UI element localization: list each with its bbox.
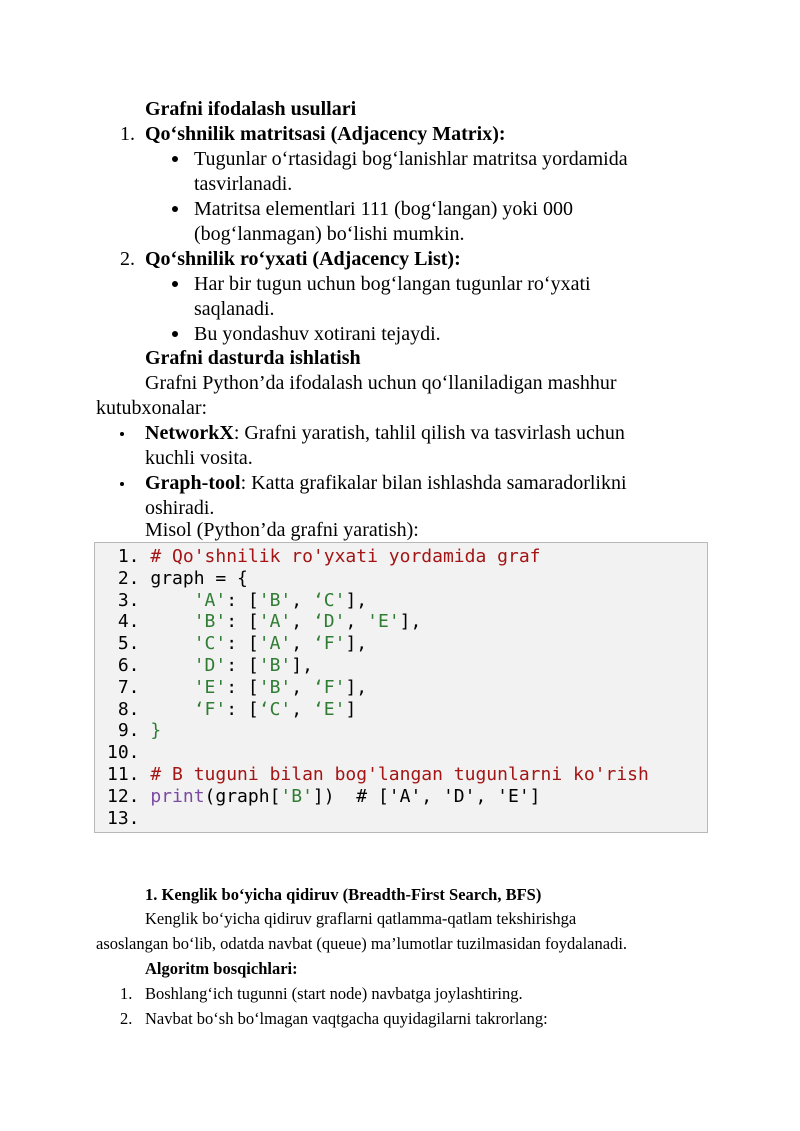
code-line [107, 546, 541, 568]
bullet-text: Bu yondashuv xotirani tejaydi. [194, 323, 441, 345]
list-item-title: Qo‘shnilik ro‘yxati (Adjacency List): [145, 248, 461, 270]
code-token: 'A' [193, 589, 227, 611]
code-token: 'C' [193, 633, 227, 655]
code-token [150, 633, 193, 654]
code-token: 'B' [258, 676, 292, 698]
library-item: NetworkX: Grafni yaratish, tahlil qilish va tasvirlash uchun [145, 422, 625, 444]
code-line-number: 2. [107, 567, 151, 589]
code-line [107, 611, 421, 633]
code-line-number: 6. [107, 655, 151, 676]
section-heading-bfs: 1. Kenglik bo‘yicha qidiruv (Breadth-First Search, BFS) [145, 885, 542, 904]
code-token: , [345, 611, 368, 633]
code-line-number: 4. [107, 611, 151, 633]
code-token: 'B' [258, 655, 292, 676]
code-line-number: 10. [107, 742, 151, 764]
code-token: } [150, 720, 162, 742]
code-line [107, 655, 313, 677]
code-line [107, 720, 161, 742]
bullet-text: Matritsa elementlari 111 (bog‘langan) yoki 000 [194, 198, 573, 220]
code-token: print [150, 785, 205, 807]
code-token [150, 699, 193, 720]
code-token: # Qo'shnilik ro'yxati yordamida graf [150, 546, 541, 567]
code-line [107, 568, 248, 590]
code-line [107, 677, 367, 699]
section-heading-representation: Grafni ifodalash usullari [145, 98, 357, 120]
code-line-number: 3. [107, 589, 151, 611]
bullet-text: (bog‘lanmagan) bo‘lishi mumkin. [194, 223, 465, 245]
library-item-cont: kuchli vosita. [145, 447, 253, 469]
bullet-text: saqlanadi. [194, 298, 275, 320]
code-token: ‘E' [312, 698, 346, 720]
bullet-icon [172, 281, 178, 287]
bullet-icon [172, 206, 178, 212]
section-heading-programming: Grafni dasturda ishlatish [145, 347, 361, 369]
code-token: , [291, 611, 313, 633]
code-token [150, 611, 193, 632]
example-label: Misol (Python’da grafni yaratish): [145, 519, 419, 541]
code-token: ‘D' [312, 611, 346, 633]
paragraph-line: Grafni Python’da ifodalash uchun qo‘llaniladigan mashhur [145, 372, 617, 394]
bullet-text: tasvirlanadi. [194, 173, 293, 195]
code-token: graph = { [150, 567, 248, 589]
code-token: ‘F' [193, 698, 227, 720]
code-token: 'D' [193, 655, 227, 676]
code-line [107, 633, 367, 655]
code-token: ‘C' [258, 698, 292, 720]
bullet-text: Tugunlar o‘rtasidagi bog‘lanishlar matritsa yordamida [194, 148, 628, 170]
bullet-icon [120, 482, 124, 486]
paragraph-line: kutubxonalar: [96, 397, 208, 419]
code-token: 'A' [258, 611, 292, 633]
code-line-number: 13. [107, 807, 151, 829]
code-token: : [ [226, 611, 259, 633]
code-token: ] [345, 698, 357, 720]
code-token: ], [345, 676, 368, 698]
list-number: 2. [120, 248, 135, 270]
code-line-number: 12. [107, 785, 151, 807]
code-line [107, 699, 356, 721]
step-text: Navbat bo‘sh bo‘lmagan vaqtgacha quyidagilarni takrorlang: [145, 1009, 548, 1028]
bullet-icon [172, 331, 178, 337]
list-item-title: Qo‘shnilik matritsasi (Adjacency Matrix): [145, 123, 506, 145]
code-token: : [ [226, 698, 259, 720]
paragraph-line: asoslangan bo‘lib, odatda navbat (queue) ma’lumotlar tuzilmasidan foydalanadi. [96, 934, 628, 953]
code-line-number: 11. [107, 764, 151, 785]
steps-heading: Algoritm bosqichlari: [145, 959, 298, 978]
code-line [107, 590, 367, 612]
code-token: 'B' [193, 611, 227, 633]
code-token: 'B' [258, 589, 292, 611]
bullet-icon [120, 432, 124, 436]
code-line [107, 764, 649, 786]
code-line-number: 9. [107, 720, 151, 742]
code-token: : [ [226, 655, 259, 676]
code-token: : [ [226, 676, 259, 698]
code-line [107, 742, 150, 764]
step-number: 1. [120, 984, 133, 1003]
code-token: ], [291, 655, 313, 676]
code-token [150, 590, 193, 611]
list-number: 1. [120, 123, 135, 145]
code-token: ‘C' [312, 589, 346, 611]
code-token: ‘F' [312, 633, 346, 655]
code-line-number: 5. [107, 633, 151, 655]
code-token: ], [399, 611, 422, 633]
code-token: 'A' [258, 633, 292, 655]
code-block [94, 542, 708, 833]
code-token: : [ [226, 633, 259, 655]
code-token: : [ [226, 589, 259, 611]
bullet-icon [172, 156, 178, 162]
code-token: ], [345, 633, 368, 655]
step-text: Boshlang‘ich tugunni (start node) navbatga joylashtiring. [145, 984, 523, 1003]
code-token: # B tuguni bilan bog'langan tugunlarni ko'rish [150, 764, 649, 785]
code-token: ‘F' [312, 676, 346, 698]
code-token: (graph[ [204, 785, 281, 807]
code-token: , [291, 589, 313, 611]
code-token [150, 655, 193, 676]
library-item-cont: oshiradi. [145, 497, 215, 519]
code-line-number: 1. [107, 546, 151, 567]
code-token: 'E' [193, 676, 227, 698]
library-item: Graph-tool: Katta grafikalar bilan ishlashda samaradorlikni [145, 472, 627, 494]
code-token: , [291, 676, 313, 698]
code-token: 'B' [280, 785, 313, 807]
code-line-number: 7. [107, 676, 151, 698]
code-token [150, 677, 193, 698]
code-token: 'E' [367, 611, 400, 633]
code-token: , [291, 633, 313, 655]
code-line [107, 808, 150, 830]
bullet-text: Har bir tugun uchun bog‘langan tugunlar ro‘yxati [194, 273, 591, 295]
code-line [107, 786, 541, 808]
code-token: , [291, 698, 313, 720]
code-line-number: 8. [107, 698, 151, 720]
step-number: 2. [120, 1009, 133, 1028]
code-token: ]) # ['A', 'D', 'E'] [312, 785, 541, 807]
paragraph-line: Kenglik bo‘yicha qidiruv graflarni qatlamma-qatlam tekshirishga [145, 909, 577, 928]
code-token: ], [345, 589, 368, 611]
